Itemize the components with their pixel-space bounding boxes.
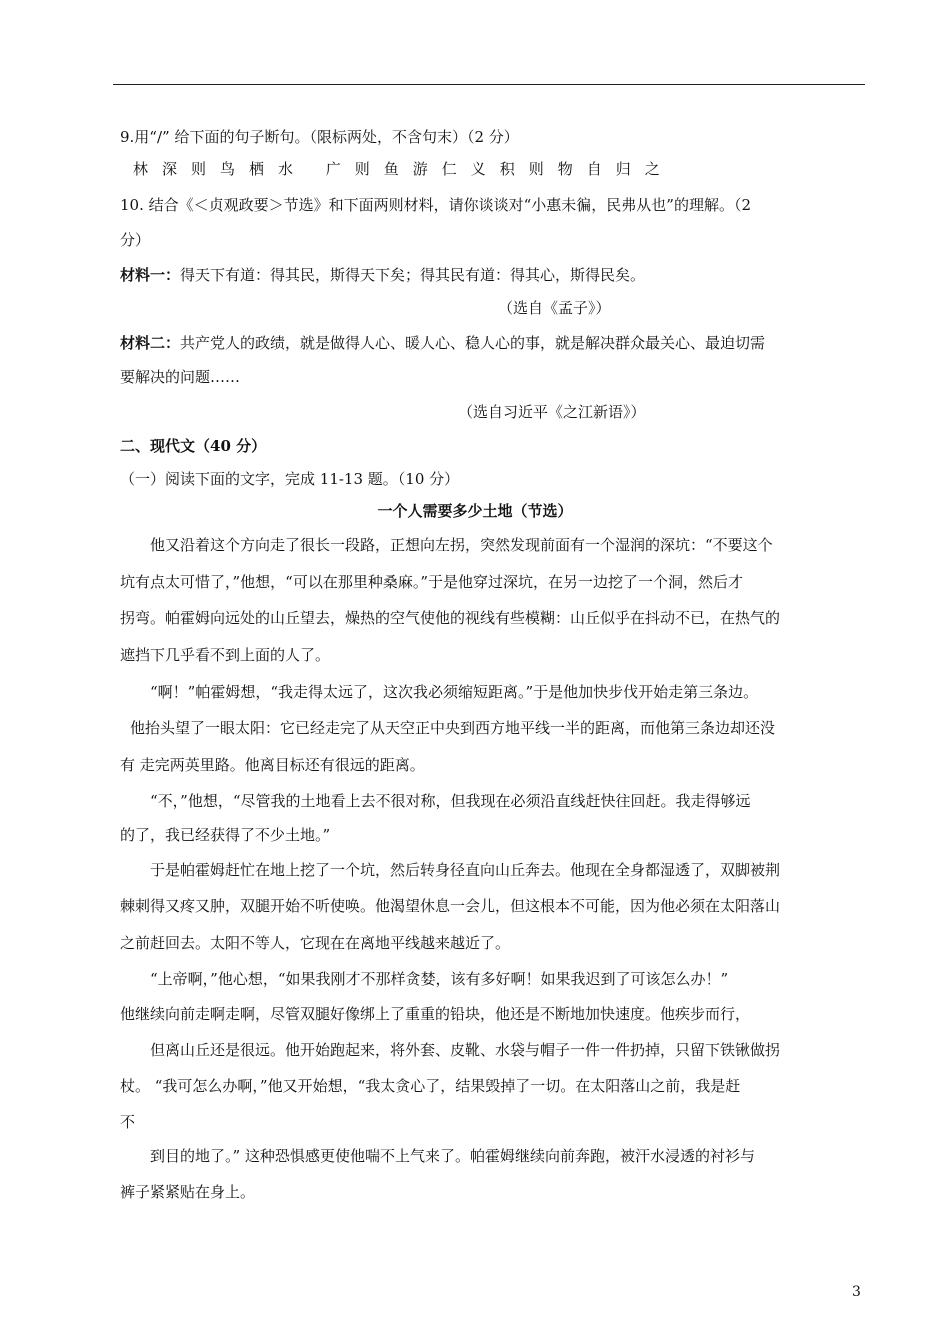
punctuation-sentence: 林深则鸟栖水 广则鱼游仁义积则物自归之 (133, 160, 674, 178)
passage-line: 他继续向前走啊走啊，尽管双腿好像绑上了重重的铅块，他还是不断地加快速度。他疾步而行， (120, 1005, 751, 1023)
passage-line: 拐弯。帕霍姆向远处的山丘望去，燥热的空气使他的视线有些模糊：山丘似乎在抖动不已，在热气的 (120, 609, 781, 627)
material-2-source: （选自习近平《之江新语》） (458, 403, 646, 421)
passage-line: 遮挡下几乎看不到上面的人了。 (120, 646, 331, 664)
passage-title: 一个人需要多少土地（节选） (377, 502, 573, 520)
page-number: 3 (852, 1284, 861, 1300)
passage-line: “啊！”帕霍姆想，“我走得太远了，这次我必须缩短距离。”于是他加快步伐开始走第三条边。 (150, 683, 759, 701)
material-1 (120, 265, 645, 285)
material-1-label: 材料一： (120, 266, 181, 284)
passage-line: 有 走完两英里路。他离目标还有很远的距离。 (120, 756, 425, 774)
passage-line: 到目的地了。” 这种恐惧感更使他喘不上气来了。帕霍姆继续向前奔跑，被汗水浸透的衬衫与 (150, 1147, 755, 1165)
passage-line: 杖。 “我可怎么办啊，”他又开始想，“我太贪心了，结果毁掉了一切。在太阳落山之前，我是赶 (120, 1077, 741, 1095)
question-9: 9.用“/” 给下面的句子断句。（限标两处，不含句末）（2 分） (120, 128, 519, 146)
material-1-source: （选自《孟子》） (498, 299, 611, 317)
material-2-text: 共产党人的政绩，就是做得人心、暖人心、稳人心的事，就是解决群众最关心、最迫切需 (180, 334, 766, 352)
passage-line: 但离山丘还是很远。他开始跑起来，将外套、皮靴、水袋与帽子一件一件扔掉，只留下铁锹做拐 (150, 1041, 781, 1059)
material-2-label: 材料二： (120, 334, 181, 352)
material-2 (120, 333, 765, 353)
question-10-cont: 分） (120, 231, 151, 249)
passage-line: “不，”他想，“尽管我的土地看上去不很对称，但我现在必须沿直线赶快往回赶。我走得够远 (150, 792, 751, 810)
passage-line: 坑有点太可惜了，”他想，“可以在那里种桑麻。”于是他穿过深坑，在另一边挖了一个洞，然后才 (120, 573, 744, 591)
passage-line: 之前赶回去。太阳不等人，它现在在离地平线越来越近了。 (120, 934, 511, 952)
passage-line: 他又沿着这个方向走了很长一段路，正想向左拐，突然发现前面有一个湿润的深坑：“不要这个 (150, 536, 773, 554)
question-10: 10. 结合《＜贞观政要＞节选》和下面两则材料，请你谈谈对“小惠未徧，民弗从也”的理解。（2 (120, 196, 752, 214)
passage-line: 棘刺得又疼又肿，双腿开始不听使唤。他渴望休息一会儿，但这根本不可能，因为他必须在太阳落山 (120, 897, 781, 915)
passage-line: 不 (120, 1113, 136, 1131)
passage-line: 于是帕霍姆赶忙在地上挖了一个坑，然后转身径直向山丘奔去。他现在全身都湿透了，双脚被荆 (150, 861, 781, 879)
section-heading: 二、现代文（40 分） (120, 437, 267, 455)
header-rule (113, 84, 865, 85)
passage-line: 的了，我已经获得了不少土地。” (120, 826, 331, 844)
reading-instructions: （一）阅读下面的文字，完成 11-13 题。（10 分） (120, 470, 460, 488)
material-2-cont: 要解决的问题…… (120, 368, 241, 386)
material-1-text: 得天下有道：得其民，斯得天下矣；得其民有道：得其心，斯得民矣。 (180, 266, 646, 284)
passage-line: “上帝啊，”他心想，“如果我刚才不那样贪婪，该有多好啊！如果我迟到了可该怎么办！” (150, 970, 729, 988)
passage-line: 裤子紧紧贴在身上。 (120, 1183, 256, 1201)
passage-line: 他抬头望了一眼太阳：它已经走完了从天空正中央到西方地平线一半的距离，而他第三条边却还没 (130, 719, 776, 737)
